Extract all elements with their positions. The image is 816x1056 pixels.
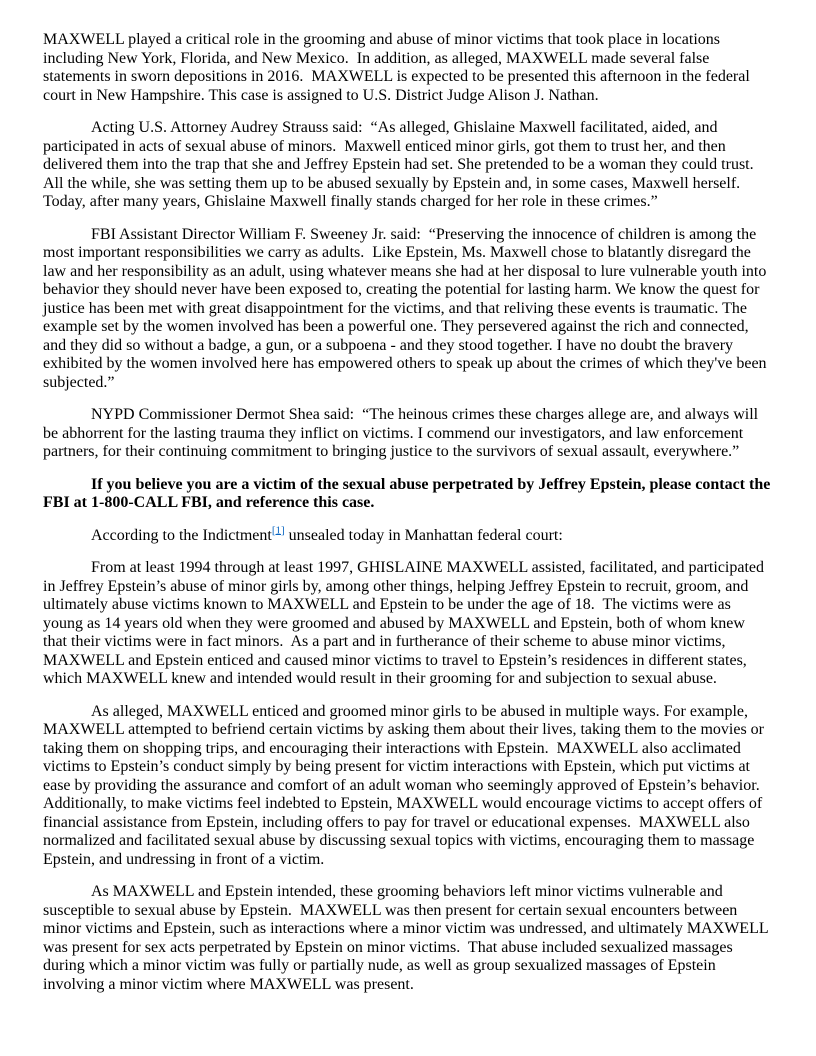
paragraph-maxwell-role: MAXWELL played a critical role in the grooming and abuse of minor victims that took place in locations including New York, Florida, and New Mexico. In addition, as alleged, MAXWELL made several false statements in sworn depositions in 2016. MAXWELL is expected to be presented this afternoon in the federal court in New Hampshire. This case is assigned to U.S. District Judge Alison J. Nathan. xyxy=(43,31,754,104)
paragraph-victim-contact-notice: If you believe you are a victim of the sexual abuse perpetrated by Jeffrey Epstein, please contact the FBI at 1-800-CALL FBI, and reference this case. xyxy=(43,475,775,511)
paragraph-shea-quote: NYPD Commissioner Dermot Shea said: “The heinous crimes these charges allege are, and always will be abhorrent for the lasting trauma they inflict on victims. I commend our investigators, and law enforcement partners, for their continuing commitment to bringing justice to the survivors of sexual assault, everywhere.” xyxy=(43,406,763,460)
paragraph-indictment-scheme: From at least 1994 through at least 1997, GHISLAINE MAXWELL assisted, facilitated, and participated in Jeffrey Epstein’s abuse of minor girls by, among other things, helping Jeffrey Epstein to recruit, groom, and ultimately abuse victims known to MAXWELL and Epstein to be under the age of 18. The victims were as young as 14 years old when they were groomed and abused by MAXWELL and Epstein, both of whom knew that their victims were in fact minors. As a part and in furtherance of their scheme to abuse minor victims, MAXWELL and Epstein enticed and caused minor victims to travel to Epstein’s residences in different states, which MAXWELL knew and intended would result in their grooming for and subjection to sexual abuse. xyxy=(43,559,769,687)
footnote-1-link[interactable]: [1] xyxy=(271,524,285,537)
paragraph-indictment-intro xyxy=(43,524,772,546)
paragraph-indictment-grooming: As alleged, MAXWELL enticed and groomed minor girls to be abused in multiple ways. For example, MAXWELL attempted to befriend certain victims by asking them about their lives, taking them to the movies or taking them on shopping trips, and encouraging their interactions with Epstein. MAXWELL also acclimated victims to Epstein’s conduct simply by being present for victim interactions with Epstein, which put victims at ease by providing the assurance and comfort of an adult woman who seemingly approved of Epstein’s behavior. Additionally, to make victims feel indebted to Epstein, MAXWELL would encourage victims to accept offers of financial assistance from Epstein, including offers to pay for travel or educational expenses. MAXWELL also normalized and facilitated sexual abuse by discussing sexual topics with victims, encouraging them to massage Epstein, and undressing in front of a victim. xyxy=(43,702,769,868)
paragraph-indictment-abuse: As MAXWELL and Epstein intended, these grooming behaviors left minor victims vulnerable and susceptible to sexual abuse by Epstein. MAXWELL was then present for certain sexual encounters between minor victims and Epstein, such as interactions where a minor victim was undressed, and ultimately MAXWELL was present for sex acts perpetrated by Epstein on minor victims. That abuse included sexualized massages during which a minor victim was fully or partially nude, as well as group sexualized massages of Epstein involving a minor victim where MAXWELL was present. xyxy=(43,883,773,993)
indictment-intro-text-after: unsealed today in Manhattan federal court: xyxy=(284,526,563,544)
indictment-intro-text-before: According to the Indictment xyxy=(91,526,272,544)
paragraph-strauss-quote: Acting U.S. Attorney Audrey Strauss said: “As alleged, Ghislaine Maxwell facilitated, aided, and participated in acts of sexual abuse of minors. Maxwell enticed minor girls, got them to trust her, and then delivered them into the trap that she and Jeffrey Epstein had set. She pretended to be a woman they could trust. All the while, she was setting them up to be abused sexually by Epstein and, in some cases, Maxwell herself. Today, after many years, Ghislaine Maxwell finally stands charged for her role in these crimes.” xyxy=(43,119,757,210)
paragraph-sweeney-quote: FBI Assistant Director William F. Sweeney Jr. said: “Preserving the innocence of children is among the most important responsibilities we carry as adults. Like Epstein, Ms. Maxwell chose to blatantly disregard the law and her responsibility as an adult, using whatever means she had at her disposal to lure vulnerable youth into behavior they should never have been exposed to, creating the potential for lasting harm. We know the quest for justice has been met with great disappointment for the victims, and that reliving these events is traumatic. The example set by the women involved has been a powerful one. They persevered against the rich and connected, and they did so without a badge, a gun, or a subpoena - and they stood together. I have no doubt the bravery exhibited by the women involved here has empowered others to speak up about the crimes of which they've been subjected.” xyxy=(43,225,771,391)
